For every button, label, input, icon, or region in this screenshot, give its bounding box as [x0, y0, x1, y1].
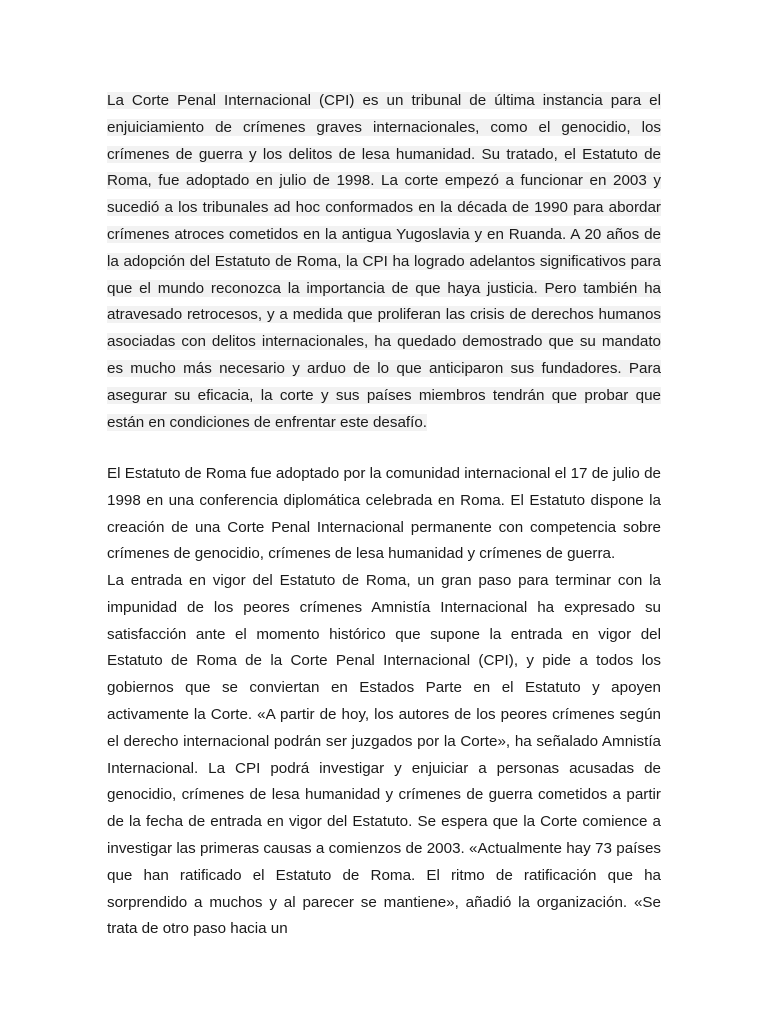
paragraph-3: La entrada en vigor del Estatuto de Roma, un gran paso para terminar con la impunidad de los peores crímenes Amnistía Internacional ha expresado su satisfacción ante el momento histórico que supone la entrada en vigor del Estatuto de Roma de la Corte Penal Internacional (CPI), y pide a todos los gobiernos que se conviertan en Estados Parte en el Estatuto y apoyen activamente la Corte. «A partir de hoy, los autores de los peores crímenes según el derecho internacional podrán ser juzgados por la Corte», ha señalado Amnistía Internacional. La CPI podrá investigar y enjuiciar a personas acusadas de genocidio, crímenes de lesa humanidad y crímenes de guerra cometidos a partir de la fecha de entrada en vigor del Estatuto. Se espera que la Corte comience a investigar las primeras causas a comienzos de 2003. «Actualmente hay 73 países que han ratificado el Estatuto de Roma. El ritmo de ratificación que ha sorprendido a muchos y al parecer se mantiene», añadió la organización. «Se trata de otro paso hacia un	[107, 572, 661, 938]
paragraph-2: El Estatuto de Roma fue adoptado por la comunidad internacional el 17 de julio de 1998 en una conferencia diplomática celebrada en Roma. El Estatuto dispone la creación de una Corte Penal Internacional permanente con competencia sobre crímenes de genocidio, crímenes de lesa humanidad y crímenes de guerra.	[107, 465, 661, 563]
paragraph-1	[107, 88, 661, 436]
paragraph-1-text: La Corte Penal Internacional (CPI) es un tribunal de última instancia para el enjuiciamiento de crímenes graves internacionales, como el genocidio, los crímenes de guerra y los delitos de lesa humanidad. Su tratado, el Estatuto de Roma, fue adoptado en julio de 1998. La corte empezó a funcionar en 2003 y sucedió a los tribunales ad hoc conformados en la década de 1990 para abordar crímenes atroces cometidos en la antigua Yugoslavia y en Ruanda. A 20 años de la adopción del Estatuto de Roma, la CPI ha logrado adelantos significativos para que el mundo reconozca la importancia de que haya justicia. Pero también ha atravesado retrocesos, y a medida que proliferan las crisis de derechos humanos asociadas con delitos internacionales, ha quedado demostrado que su mandato es mucho más necesario y arduo de lo que anticiparon sus fundadores. Para asegurar su eficacia, la corte y sus países miembros tendrán que probar que están en condiciones de enfrentar este desafío.	[107, 92, 661, 431]
